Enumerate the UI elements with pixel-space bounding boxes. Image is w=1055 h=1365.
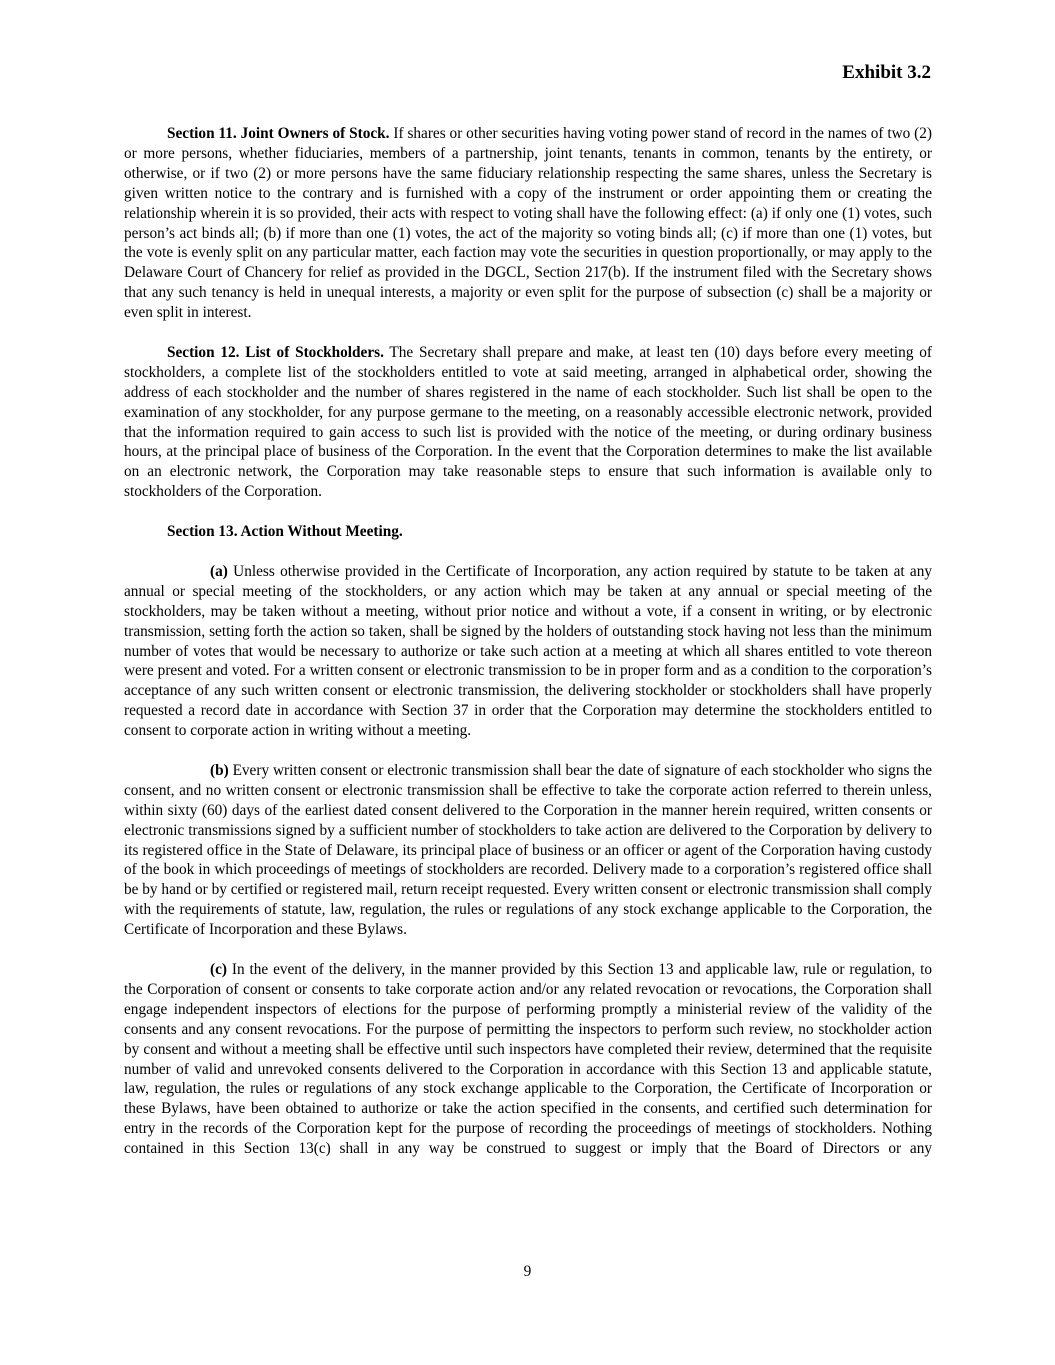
section-13-heading: Section 13. Action Without Meeting. (167, 523, 403, 541)
section-13c-body: In the event of the delivery, in the manner provided by this Section 13 and applicable law, rule or regulation, to the Corporation of consent or consents to take corporate action and/or any related revocation or revocations, the Corporation shall engage independent inspectors of elections for the purpose of performing promptly a ministerial review of the validity of the consents and any consent revocations. For the purpose of permitting the inspectors to perform such review, no stockholder action by consent and without a meeting shall be effective until such inspectors have completed their review, determined that the requisite number of valid and unrevoked consents delivered to the Corporation in accordance with this Section 13 and applicable statute, law, regulation, the rules or regulations of any stock exchange applicable to the Corporation, the Certificate of Incorporation or these Bylaws, have been obtained to authorize or take the action specified in the consents, and certified such determination for entry in the records of the Corporation kept for the purpose of recording the proceedings of meetings of stockholders. Nothing contained in this Section 13(c) shall in any way be construed to suggest or imply that the Board of Directors or any (124, 960, 932, 1158)
section-13b-body: Every written consent or electronic transmission shall bear the date of signature of each stockholder who signs the consent, and no written consent or electronic transmission shall be effective to take the corporate action referred to therein unless, within sixty (60) days of the earliest dated consent delivered to the Corporation in the manner herein required, written consents or electronic transmissions signed by a sufficient number of stockholders to take action are delivered to the Corporation by delivery to its registered office in the State of Delaware, its principal place of business or an officer or agent of the Corporation having custody of the book in which proceedings of meetings of stockholders are recorded. Delivery made to a corporation’s registered office shall be by hand or by certified or registered mail, return receipt requested. Every written consent or electronic transmission shall comply with the requirements of statute, law, regulation, the rules or regulations of any stock exchange applicable to the Corporation, the Certificate of Incorporation and these Bylaws. (124, 761, 932, 939)
section-11-heading: Section 11. Joint Owners of Stock. (167, 125, 390, 142)
section-12-body: The Secretary shall prepare and make, at least ten (10) days before every meeting of stockholders, a complete list of the stockholders entitled to vote at said meeting, arranged in alphabetical order, showing the address of each stockholder and the number of shares registered in the name of each stockholder. Such list shall be open to the examination of any stockholder, for any purpose germane to the meeting, on a reasonably accessible electronic network, provided that the information required to gain access to such list is provided with the notice of the meeting, or during ordinary business hours, at the principal place of business of the Corporation. In the event that the Corporation determines to make the list available on an electronic network, the Corporation may take reasonable steps to ensure that such information is available only to stockholders of the Corporation. (124, 343, 932, 501)
section-11-body: If shares or other securities having voting power stand of record in the names of two (2) or more persons, whether fiduciaries, members of a partnership, joint tenants, tenants in common, tenants by the entirety, or otherwise, or if two (2) or more persons have the same fiduciary relationship respecting the same shares, unless the Secretary is given written notice to the contrary and is furnished with a copy of the instrument or order appointing them or creating the relationship wherein it is so provided, their acts with respect to voting shall have the following effect: (a) if only one (1) votes, such person’s act binds all; (b) if more than one (1) votes, the act of the majority so voting binds all; (c) if more than one (1) votes, but the vote is evenly split on any particular matter, each faction may vote the securities in question proportionally, or may apply to the Delaware Court of Chancery for relief as provided in the DGCL, Section 217(b). If the instrument filed with the Secretary shows that any such tenancy is held in unequal interests, a majority or even split for the purpose of subsection (c) shall be a majority or even split in interest. (124, 125, 932, 322)
section-12-heading: Section 12. List of Stockholders. (167, 343, 384, 361)
section-11-paragraph (124, 124, 932, 323)
page-number: 9 (523, 1263, 532, 1280)
section-13a-body: Unless otherwise provided in the Certificate of Incorporation, any action required by statute to be taken at any annual or special meeting of the stockholders, or any action which may be taken at any annual or special meeting of the stockholders, may be taken without a meeting, without prior notice and without a vote, if a consent in writing, or by electronic transmission, setting forth the action so taken, shall be signed by the holders of outstanding stock having not less than the minimum number of votes that would be necessary to authorize or take such action at a meeting at which all shares entitled to vote thereon were present and voted. For a written consent or electronic transmission to be in proper form and as a condition to the corporation’s acceptance of any such written consent or electronic transmission, the delivering stockholder or stockholders shall have properly requested a record date in accordance with Section 37 in order that the Corporation may determine the stockholders entitled to consent to corporate action in writing without a meeting. (124, 562, 932, 740)
section-13c-paragraph (124, 960, 932, 1159)
section-12-paragraph (124, 343, 932, 502)
section-13b-paragraph (124, 761, 932, 940)
exhibit-label: Exhibit 3.2 (842, 62, 931, 83)
section-13-heading-paragraph (124, 522, 932, 542)
section-13a-label: (a) (210, 562, 228, 580)
section-13a-paragraph (124, 562, 932, 741)
document-body (124, 124, 932, 1179)
section-13b-label: (b) (210, 761, 229, 779)
section-13c-label: (c) (210, 960, 227, 978)
